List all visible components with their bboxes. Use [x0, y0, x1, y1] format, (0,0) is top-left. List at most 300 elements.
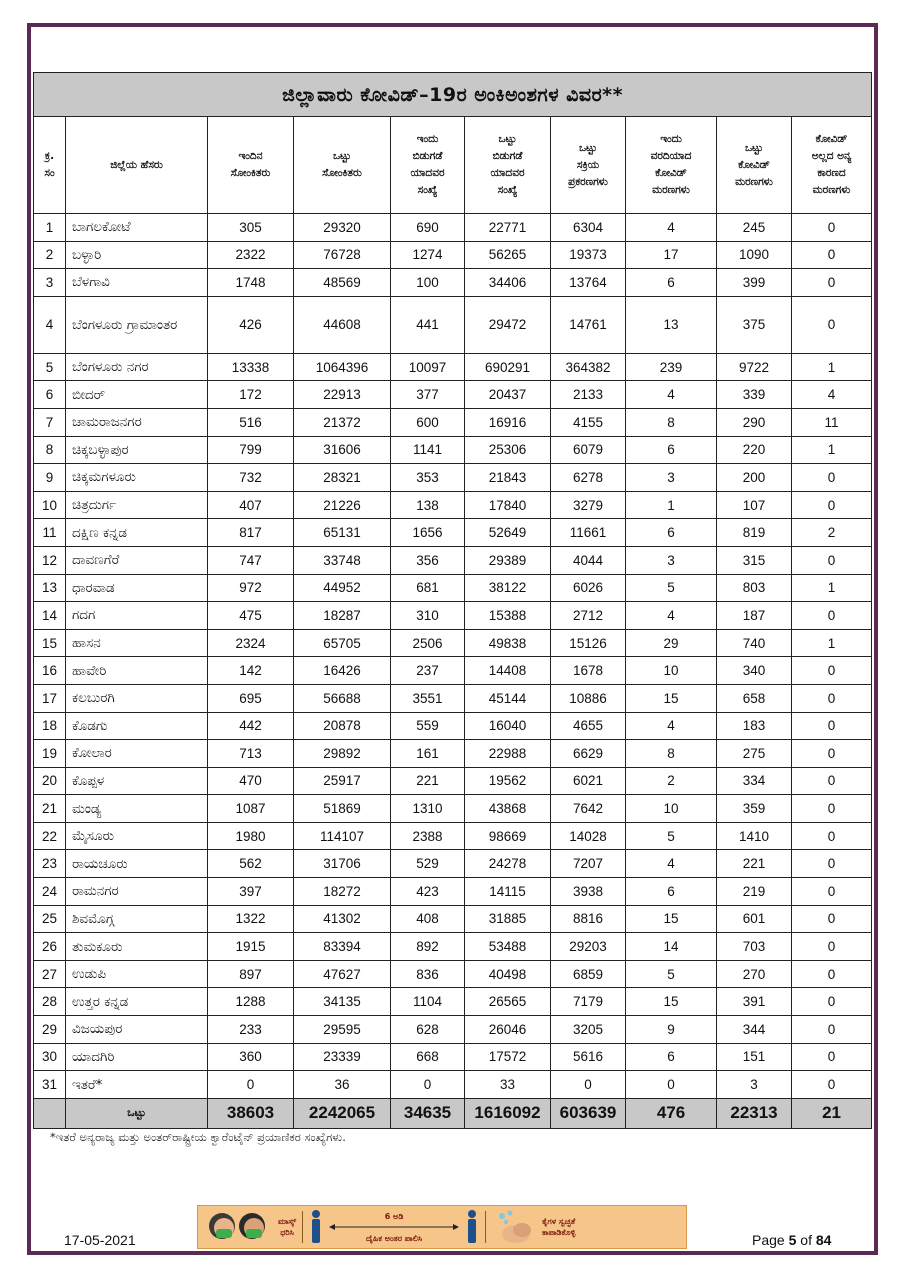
page-current: 5 — [788, 1232, 797, 1248]
row-number: 8 — [34, 436, 66, 464]
table-row — [34, 905, 872, 933]
table-cell: 219 — [717, 878, 792, 906]
table-cell: 2712 — [551, 602, 626, 630]
table-cell: 972 — [208, 574, 294, 602]
header-line: ಸಕ್ರಿಯ — [576, 158, 600, 171]
table-cell: 15 — [626, 905, 717, 933]
table-cell: 375 — [717, 296, 792, 353]
table-cell: 4 — [792, 381, 872, 409]
total-cell: 38603 — [208, 1098, 294, 1128]
header-line: ಮರಣಗಳು — [735, 175, 773, 188]
table-cell: 183 — [717, 712, 792, 740]
table-cell: 359 — [717, 795, 792, 823]
table-cell: 6304 — [551, 214, 626, 242]
table-row — [34, 795, 872, 823]
table-cell: 423 — [391, 878, 465, 906]
table-cell: 353 — [391, 464, 465, 492]
table-body — [34, 214, 872, 1099]
row-number: 19 — [34, 740, 66, 768]
table-row — [34, 296, 872, 353]
table-cell: 65131 — [294, 519, 391, 547]
district-name: ಬೀದರ್ — [66, 381, 208, 409]
table-cell: 5616 — [551, 1043, 626, 1071]
table-cell: 0 — [792, 602, 872, 630]
table-row — [34, 241, 872, 269]
table-cell: 408 — [391, 905, 465, 933]
page-total: 84 — [815, 1232, 832, 1248]
table-cell: 681 — [391, 574, 465, 602]
table-cell: 0 — [792, 878, 872, 906]
total-label: ಒಟ್ಟು — [66, 1098, 208, 1128]
table-cell: 3 — [626, 546, 717, 574]
table-row — [34, 1071, 872, 1099]
table-cell: 2133 — [551, 381, 626, 409]
table-cell: 22913 — [294, 381, 391, 409]
table-cell: 391 — [717, 988, 792, 1016]
district-name: ಚಿಕ್ಕಬಳ್ಳಾಪುರ — [66, 436, 208, 464]
table-cell: 397 — [208, 878, 294, 906]
column-header — [717, 117, 792, 214]
row-number: 25 — [34, 905, 66, 933]
column-header — [66, 117, 208, 214]
table-cell: 334 — [717, 767, 792, 795]
header-line: ಯಾದವರ — [410, 167, 445, 179]
table-cell: 1288 — [208, 988, 294, 1016]
table-cell: 3938 — [551, 878, 626, 906]
header-line: ಮರಣಗಳು — [652, 184, 690, 196]
table-cell: 53488 — [465, 933, 551, 961]
table-cell: 0 — [792, 822, 872, 850]
table-cell: 340 — [717, 657, 792, 685]
table-cell: 40498 — [465, 960, 551, 988]
table-cell: 399 — [717, 269, 792, 297]
table-cell: 0 — [391, 1071, 465, 1099]
table-cell: 0 — [208, 1071, 294, 1099]
table-cell: 13338 — [208, 353, 294, 381]
table-cell: 4044 — [551, 546, 626, 574]
table-cell: 601 — [717, 905, 792, 933]
column-header — [391, 117, 465, 214]
table-cell: 0 — [792, 1016, 872, 1044]
table-row — [34, 960, 872, 988]
table-cell: 25306 — [465, 436, 551, 464]
table-cell: 1274 — [391, 241, 465, 269]
table-cell: 38122 — [465, 574, 551, 602]
table-cell: 161 — [391, 740, 465, 768]
table-cell: 747 — [208, 546, 294, 574]
table-cell: 1 — [792, 353, 872, 381]
row-number: 30 — [34, 1043, 66, 1071]
table-cell: 14028 — [551, 822, 626, 850]
table-cell: 18272 — [294, 878, 391, 906]
table-cell: 0 — [792, 988, 872, 1016]
table-cell: 29595 — [294, 1016, 391, 1044]
district-name: ತುಮಕೂರು — [66, 933, 208, 961]
page-number — [752, 1232, 831, 1248]
table-cell: 11661 — [551, 519, 626, 547]
district-name: ಗದಗ — [66, 602, 208, 630]
district-name: ವಿಜಯಪುರ — [66, 1016, 208, 1044]
table-cell: 2 — [626, 767, 717, 795]
table-cell: 290 — [717, 408, 792, 436]
district-name: ದಾವಣಗೆರೆ — [66, 546, 208, 574]
table-cell: 3 — [717, 1071, 792, 1099]
table-cell: 98669 — [465, 822, 551, 850]
row-number: 27 — [34, 960, 66, 988]
header-line: ಕೋವಿಡ್ — [655, 167, 687, 179]
row-number: 3 — [34, 269, 66, 297]
district-name: ಬೆಳಗಾವಿ — [66, 269, 208, 297]
district-name: ದಕ್ಷಿಣ ಕನ್ನಡ — [66, 519, 208, 547]
header-line: ಕಾರಣದ — [817, 167, 846, 179]
table-cell: 15 — [626, 684, 717, 712]
table-row — [34, 408, 872, 436]
table-cell: 6629 — [551, 740, 626, 768]
district-name: ಬೆಂಗಳೂರು ಗ್ರಾಮಾಂತರ — [66, 296, 208, 353]
table-cell: 9 — [626, 1016, 717, 1044]
table-cell: 47627 — [294, 960, 391, 988]
table-cell: 0 — [792, 712, 872, 740]
table-cell: 0 — [792, 740, 872, 768]
table-cell: 16916 — [465, 408, 551, 436]
table-cell: 5 — [626, 822, 717, 850]
table-cell: 239 — [626, 353, 717, 381]
table-cell: 31606 — [294, 436, 391, 464]
table-row — [34, 574, 872, 602]
table-cell: 713 — [208, 740, 294, 768]
table-cell: 29320 — [294, 214, 391, 242]
row-number: 9 — [34, 464, 66, 492]
table-cell: 315 — [717, 546, 792, 574]
header-line: ಒಟ್ಟು — [332, 150, 351, 162]
header-line: ಕ್ರ. — [44, 150, 55, 162]
table-row — [34, 353, 872, 381]
table-cell: 1 — [626, 491, 717, 519]
header-line: ಕೋವಿಡ್ — [815, 133, 848, 145]
header-line: ವರದಿಯಾದ — [650, 150, 692, 162]
table-cell: 48569 — [294, 269, 391, 297]
row-number: 16 — [34, 657, 66, 685]
district-name: ಚಿತ್ರದುರ್ಗ — [66, 491, 208, 519]
table-cell: 56688 — [294, 684, 391, 712]
mask-text-line1: ಮಾಸ್ಕ್ — [278, 1217, 297, 1226]
table-cell: 33748 — [294, 546, 391, 574]
person-icon — [465, 1209, 479, 1245]
district-name: ಮೈಸೂರು — [66, 822, 208, 850]
mask-text-line2: ಧರಿಸಿ — [280, 1228, 294, 1237]
table-row — [34, 767, 872, 795]
table-row — [34, 464, 872, 492]
table-cell: 4655 — [551, 712, 626, 740]
table-cell: 17840 — [465, 491, 551, 519]
table-cell: 1090 — [717, 241, 792, 269]
row-number: 5 — [34, 353, 66, 381]
header-line: ಇಂದಿನ — [238, 150, 263, 162]
table-row — [34, 381, 872, 409]
table-cell: 25917 — [294, 767, 391, 795]
table-cell: 0 — [792, 1071, 872, 1099]
table-cell: 3205 — [551, 1016, 626, 1044]
row-number: 31 — [34, 1071, 66, 1099]
table-cell: 1915 — [208, 933, 294, 961]
row-number: 7 — [34, 408, 66, 436]
table-cell: 4 — [626, 602, 717, 630]
table-cell: 0 — [792, 464, 872, 492]
table-cell: 21226 — [294, 491, 391, 519]
mask-faces-icon — [204, 1208, 274, 1246]
table-cell: 14408 — [465, 657, 551, 685]
table-cell: 16426 — [294, 657, 391, 685]
table-cell: 0 — [792, 546, 872, 574]
table-cell: 2388 — [391, 822, 465, 850]
district-name: ಚಿಕ್ಕಮಗಳೂರು — [66, 464, 208, 492]
district-name: ಬೆಂಗಳೂರು ನಗರ — [66, 353, 208, 381]
table-cell: 233 — [208, 1016, 294, 1044]
table-row — [34, 740, 872, 768]
table-cell: 220 — [717, 436, 792, 464]
table-cell: 1748 — [208, 269, 294, 297]
table-cell: 6021 — [551, 767, 626, 795]
table-cell: 21372 — [294, 408, 391, 436]
table-cell: 364382 — [551, 353, 626, 381]
table-row — [34, 988, 872, 1016]
total-cell: 22313 — [717, 1098, 792, 1128]
district-name: ಕಲಬುರಗಿ — [66, 684, 208, 712]
table-cell: 221 — [391, 767, 465, 795]
header-line: ಇಂದು — [660, 133, 682, 145]
district-name: ಮಂಡ್ಯ — [66, 795, 208, 823]
total-cell — [34, 1098, 66, 1128]
table-cell: 356 — [391, 546, 465, 574]
table-cell: 26565 — [465, 988, 551, 1016]
footnote: *ಇತರೆ ಅನ್ಯರಾಜ್ಯ ಮತ್ತು ಅಂತರ್‌ರಾಷ್ಟ್ರೀಯ ಕ್ವಾರೆಂಟೈನ್ ಪ್ರಯಾಣಿಕರ ಸಂಖ್ಯೆಗಳು. — [50, 1130, 346, 1144]
table-cell: 4 — [626, 214, 717, 242]
table-row — [34, 657, 872, 685]
table-cell: 799 — [208, 436, 294, 464]
table-cell: 1656 — [391, 519, 465, 547]
table-cell: 442 — [208, 712, 294, 740]
table-row — [34, 602, 872, 630]
table-cell: 49838 — [465, 629, 551, 657]
table-cell: 1678 — [551, 657, 626, 685]
table-cell: 6079 — [551, 436, 626, 464]
table-cell: 6 — [626, 519, 717, 547]
table-cell: 1410 — [717, 822, 792, 850]
table-cell: 628 — [391, 1016, 465, 1044]
table-cell: 658 — [717, 684, 792, 712]
table-cell: 6278 — [551, 464, 626, 492]
column-header — [551, 117, 626, 214]
table-cell: 690 — [391, 214, 465, 242]
district-name: ಧಾರವಾಡ — [66, 574, 208, 602]
table-cell: 22988 — [465, 740, 551, 768]
column-header — [465, 117, 551, 214]
table-cell: 33 — [465, 1071, 551, 1099]
table-cell: 13 — [626, 296, 717, 353]
column-header — [792, 117, 872, 214]
covid-advisory-banner — [197, 1205, 687, 1249]
table-row — [34, 629, 872, 657]
table-cell: 52649 — [465, 519, 551, 547]
header-line: ಒಟ್ಟು — [744, 141, 763, 154]
table-cell: 26046 — [465, 1016, 551, 1044]
table-cell: 817 — [208, 519, 294, 547]
table-cell: 360 — [208, 1043, 294, 1071]
row-number: 23 — [34, 850, 66, 878]
table-cell: 7642 — [551, 795, 626, 823]
page-of: of — [796, 1232, 816, 1248]
table-cell: 11 — [792, 408, 872, 436]
total-row — [34, 1098, 872, 1128]
table-cell: 892 — [391, 933, 465, 961]
table-row — [34, 214, 872, 242]
table-cell: 10886 — [551, 684, 626, 712]
table-cell: 14115 — [465, 878, 551, 906]
table-cell: 275 — [717, 740, 792, 768]
column-header — [34, 117, 66, 214]
table-cell: 6 — [626, 1043, 717, 1071]
table-row — [34, 491, 872, 519]
table-row — [34, 822, 872, 850]
table-cell: 114107 — [294, 822, 391, 850]
row-number: 4 — [34, 296, 66, 353]
table-cell: 4 — [626, 381, 717, 409]
table-cell: 836 — [391, 960, 465, 988]
person-icon — [309, 1209, 323, 1245]
district-name: ಕೊಪ್ಪಳ — [66, 767, 208, 795]
table-cell: 10 — [626, 795, 717, 823]
table-cell: 8816 — [551, 905, 626, 933]
row-number: 29 — [34, 1016, 66, 1044]
table-cell: 732 — [208, 464, 294, 492]
header-line: ಕೋವಿಡ್ — [738, 158, 770, 171]
table-row — [34, 850, 872, 878]
table-cell: 2 — [792, 519, 872, 547]
table-cell: 1 — [792, 436, 872, 464]
column-header — [208, 117, 294, 214]
table-cell: 83394 — [294, 933, 391, 961]
table-cell: 142 — [208, 657, 294, 685]
header-line: ಬಿಡುಗಡೆ — [492, 150, 523, 162]
row-number: 2 — [34, 241, 66, 269]
table-cell: 10 — [626, 657, 717, 685]
table-cell: 19562 — [465, 767, 551, 795]
table-cell: 897 — [208, 960, 294, 988]
banner-divider — [302, 1211, 303, 1243]
district-name: ಉಡುಪಿ — [66, 960, 208, 988]
banner-divider — [485, 1211, 486, 1243]
table-row — [34, 712, 872, 740]
table-cell: 600 — [391, 408, 465, 436]
row-number: 22 — [34, 822, 66, 850]
table-title: ಜಿಲ್ಲಾವಾರು ಕೋವಿಡ್–19ರ ಅಂಕಿಅಂಶಗಳ ವಿವರ** — [34, 73, 872, 117]
table-cell: 0 — [792, 850, 872, 878]
row-number: 26 — [34, 933, 66, 961]
row-number: 11 — [34, 519, 66, 547]
table-cell: 0 — [792, 269, 872, 297]
table-cell: 34406 — [465, 269, 551, 297]
table-cell: 20878 — [294, 712, 391, 740]
table-cell: 559 — [391, 712, 465, 740]
table-cell: 803 — [717, 574, 792, 602]
table-cell: 18287 — [294, 602, 391, 630]
district-name: ಇತರೆ* — [66, 1071, 208, 1099]
table-cell: 1104 — [391, 988, 465, 1016]
row-number: 20 — [34, 767, 66, 795]
row-number: 1 — [34, 214, 66, 242]
table-cell: 29389 — [465, 546, 551, 574]
header-line: ಒಟ್ಟು — [498, 133, 517, 145]
table-row — [34, 546, 872, 574]
district-name: ಕೋಲಾರ — [66, 740, 208, 768]
table-cell: 36 — [294, 1071, 391, 1099]
table-cell: 3279 — [551, 491, 626, 519]
handwash-section — [492, 1206, 575, 1248]
table-cell: 19373 — [551, 241, 626, 269]
table-cell: 1 — [792, 574, 872, 602]
table-cell: 56265 — [465, 241, 551, 269]
table-cell: 1064396 — [294, 353, 391, 381]
hands-text-line1: ಕೈಗಳ ಸ್ವಚ್ಛತೆ — [542, 1217, 576, 1226]
table-cell: 15 — [626, 988, 717, 1016]
table-cell: 17572 — [465, 1043, 551, 1071]
table-cell: 22771 — [465, 214, 551, 242]
total-cell: 1616092 — [465, 1098, 551, 1128]
table-cell: 0 — [792, 905, 872, 933]
table-cell: 4 — [626, 850, 717, 878]
row-number: 21 — [34, 795, 66, 823]
table-cell: 377 — [391, 381, 465, 409]
table-cell: 8 — [626, 408, 717, 436]
table-cell: 24278 — [465, 850, 551, 878]
table-cell: 172 — [208, 381, 294, 409]
table-cell: 529 — [391, 850, 465, 878]
table-cell: 15388 — [465, 602, 551, 630]
table-cell: 10097 — [391, 353, 465, 381]
table-cell: 41302 — [294, 905, 391, 933]
row-number: 12 — [34, 546, 66, 574]
table-cell: 7207 — [551, 850, 626, 878]
table-cell: 237 — [391, 657, 465, 685]
table-cell: 2506 — [391, 629, 465, 657]
table-cell: 819 — [717, 519, 792, 547]
distance-arrow-icon — [329, 1224, 459, 1230]
table-cell: 0 — [792, 657, 872, 685]
table-cell: 29203 — [551, 933, 626, 961]
table-cell: 34135 — [294, 988, 391, 1016]
district-name: ಉತ್ತರ ಕನ್ನಡ — [66, 988, 208, 1016]
table-cell: 1980 — [208, 822, 294, 850]
table-cell: 221 — [717, 850, 792, 878]
table-cell: 1310 — [391, 795, 465, 823]
district-name: ರಾಮನಗರ — [66, 878, 208, 906]
column-headers — [34, 117, 872, 214]
column-header — [294, 117, 391, 214]
table-cell: 0 — [626, 1071, 717, 1099]
table-cell: 740 — [717, 629, 792, 657]
table-row — [34, 933, 872, 961]
table-cell: 0 — [792, 296, 872, 353]
table-cell: 138 — [391, 491, 465, 519]
table-cell: 44608 — [294, 296, 391, 353]
row-number: 24 — [34, 878, 66, 906]
total-cell: 21 — [792, 1098, 872, 1128]
table-cell: 3551 — [391, 684, 465, 712]
header-line: ಮರಣಗಳು — [812, 184, 851, 196]
table-cell: 4155 — [551, 408, 626, 436]
table-cell: 0 — [792, 960, 872, 988]
page-prefix: Page — [752, 1232, 789, 1248]
